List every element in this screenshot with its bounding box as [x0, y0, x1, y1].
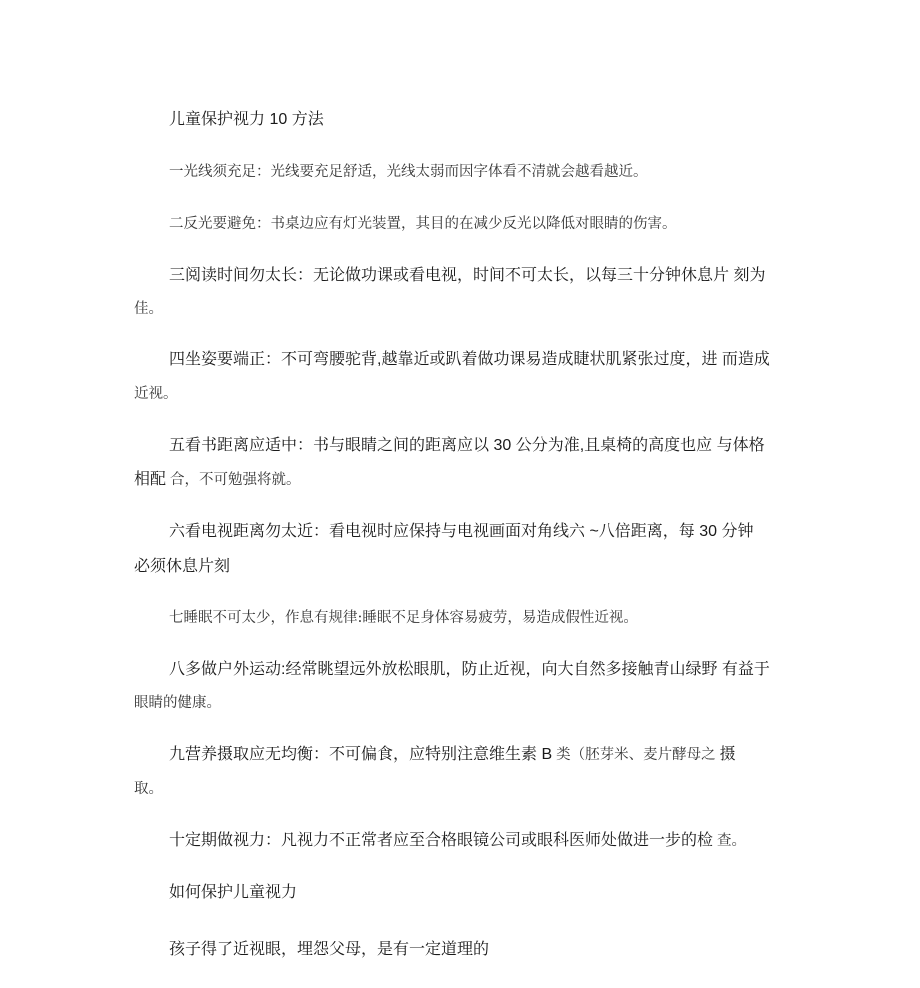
tip-9-line-1: [169, 745, 736, 765]
tip-1: 一光线须充足：光线要充足舒适，光线太弱而因字体看不清就会越看越近。: [169, 164, 648, 180]
closing-paragraph: 孩子得了近视眼，埋怨父母，是有一定道理的: [169, 941, 490, 958]
tip-4-line-1: 四坐姿要端正：不可弯腰驼背,越靠近或趴着做功课易造成睫状肌紧张过度，进 而造成: [169, 351, 770, 368]
tip-8-line-2: 眼睛的健康。: [134, 695, 221, 711]
tip-5-line-2-part-b: 合，不可勉强将就。: [170, 472, 301, 488]
tip-3-line-1: 三阅读时间勿太长：无论做功课或看电视，时间不可太长，以每三十分钟休息片 刻为: [169, 267, 766, 284]
tip-10-part-a: 十定期做视力：凡视力不正常者应至合格眼镜公司或眼科医师处做进一步的检: [169, 832, 714, 849]
tip-9-line-1-part-a: 九营养摄取应无均衡：不可偏食，应特别注意维生素 B: [169, 746, 553, 763]
section-heading: 如何保护儿童视力: [169, 884, 298, 901]
tip-9-line-1-part-b: 类（胚芽米、麦片酵母之: [556, 747, 716, 763]
document-title: 儿童保护视力 10 方法: [169, 111, 324, 128]
tip-9-line-1-part-c: 摄: [719, 746, 736, 763]
tip-8-line-1: 八多做户外运动:经常眺望远外放松眼肌，防止近视，向大自然多接触青山绿野 有益于: [169, 661, 770, 678]
tip-9-line-2: 取。: [134, 781, 163, 797]
tip-10-part-b: 查。: [717, 833, 747, 849]
tip-5-line-2-part-a: 相配: [134, 471, 167, 488]
tip-5-line-1: 五看书距离应适中：书与眼睛之间的距离应以 30 公分为准,且桌椅的高度也应 与体格: [169, 437, 765, 454]
tip-5-line-2: [134, 470, 301, 490]
tip-7: 七睡眠不可太少，作息有规律:睡眠不足身体容易疲劳，易造成假性近视。: [169, 610, 638, 626]
tip-10: [169, 831, 746, 851]
tip-2: 二反光要避免：书桌边应有灯光装置，其目的在减少反光以降低对眼睛的伤害。: [169, 216, 677, 232]
tip-4-line-2: 近视。: [134, 386, 178, 402]
tip-3-line-2: 佳。: [134, 301, 163, 317]
tip-6-line-2: 必须休息片刻: [134, 558, 231, 575]
tip-6-line-1: 六看电视距离勿太近：看电视时应保持与电视画面对角线六 ~八倍距离，每 30 分钟: [169, 523, 754, 540]
